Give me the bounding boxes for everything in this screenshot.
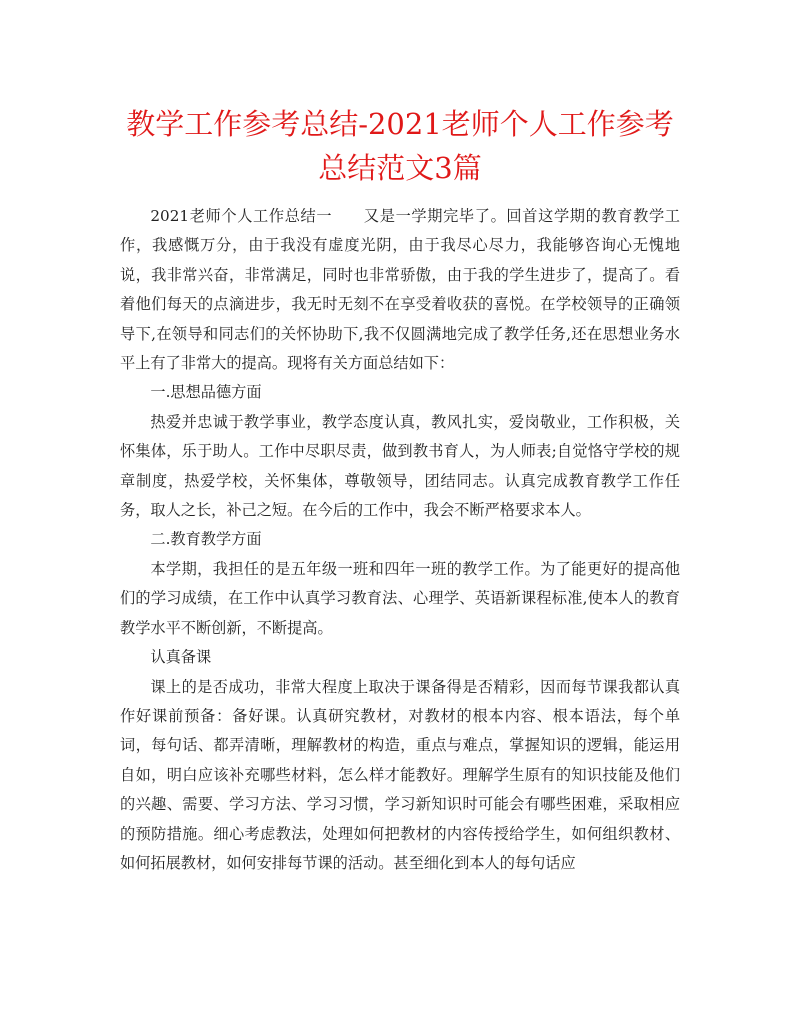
section-heading-ideology: 一.思想品德方面 <box>150 383 262 402</box>
document-title: 教学工作参考总结-2021老师个人工作参考总结范文3篇 <box>126 107 674 185</box>
paragraph-teaching: 本学期，我担任的是五年级一班和四年一班的教学工作。为了能更好的提高他们的学习成绩，在工作中认真学习教育法、心理学、英语新课程标准,使本人的教育教学水平不断创新，不断提高。 <box>120 559 680 637</box>
document-page <box>120 0 680 878</box>
paragraph-ideology: 热爱并忠诚于教学事业，教学态度认真，教风扎实，爱岗敬业，工作积极，关怀集体，乐于助人。工作中尽职尽责，做到教书育人，为人师表;自觉恪守学校的规章制度，热爱学校，关怀集体，尊敬领导，团结同志。认真完成教育教学工作任务，取人之长，补己之短。在今后的工作中，我会不断严格要求本人。 <box>120 412 680 520</box>
section-heading-teaching: 二.教育教学方面 <box>150 530 262 549</box>
paragraph-lesson-prep: 课上的是否成功，非常大程度上取决于课备得是否精彩，因而每节课我都认真作好课前预备：备好课。认真研究教材，对教材的根本内容、根本语法，每个单词，每句话、都弄清晰，理解教材的构造，重点与难点，掌握知识的逻辑，能运用自如，明白应该补充哪些材料，怎么样才能教好。理解学生原有的知识技能及他们的兴趣、需要、学习方法、学习习惯，学习新知识时可能会有哪些困难，采取相应的预防措施。细心考虑教法，处理如何把教材的内容传授给学生，如何组织教材、如何拓展教材，如何安排每节课的活动。甚至细化到本人的每句话应 <box>120 677 680 872</box>
section-heading-lesson-prep: 认真备课 <box>150 648 212 667</box>
document-body <box>120 202 680 878</box>
paragraph-intro: 2021老师个人工作总结一 又是一学期完毕了。回首这学期的教育教学工作，我感慨万分，由于我没有虚度光阴，由于我尽心尽力，我能够咨询心无愧地说，我非常兴奋，非常满足，同时也非常骄傲，由于我的学生进步了，提高了。看着他们每天的点滴进步，我无时无刻不在享受着收获的喜悦。在学校领导的正确领导下,在领导和同志们的关怀协助下,我不仅圆满地完成了教学任务,还在思想业务水平上有了非常大的提高。现将有关方面总结如下： <box>120 207 680 373</box>
